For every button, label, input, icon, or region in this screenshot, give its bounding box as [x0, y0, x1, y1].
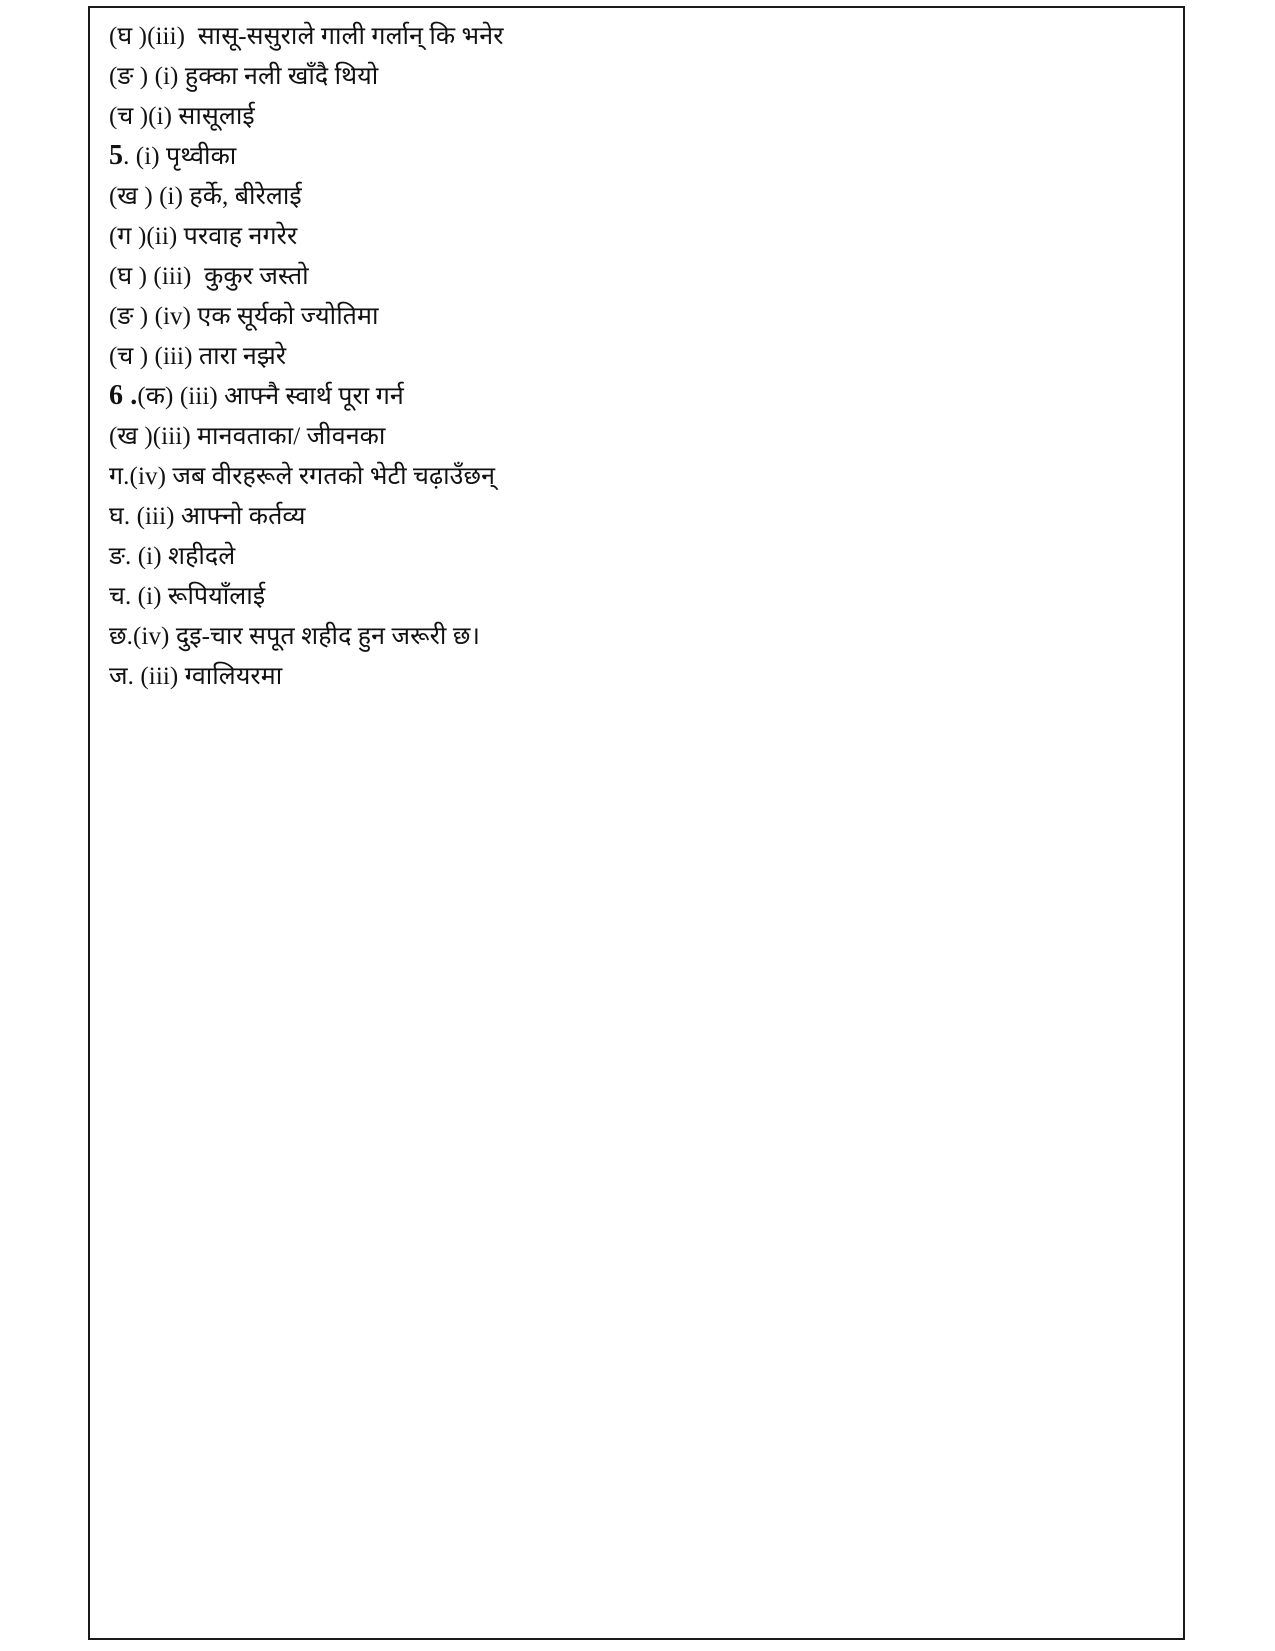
- answer-text: . (i) पृथ्वीका: [123, 143, 237, 170]
- answer-line: [109, 616, 504, 656]
- answer-line: [109, 256, 504, 296]
- answer-line: [109, 416, 504, 456]
- answer-text: घ. (iii) आफ्नो कर्तव्य: [109, 503, 306, 530]
- answer-line: [109, 656, 504, 696]
- answer-text: (ग )(ii) परवाह नगरेर: [109, 223, 298, 250]
- answer-text: (च ) (iii) तारा नझरे: [109, 343, 287, 370]
- answer-line: [109, 496, 504, 536]
- answer-text: ङ. (i) शहीदले: [109, 543, 236, 570]
- answer-text: छ.(iv) दुइ-चार सपूत शहीद हुन जरूरी छ।: [109, 623, 481, 650]
- question-number: 6 .: [109, 380, 138, 411]
- answer-text: (घ )(iii) सासू-ससुराले गाली गर्लान् कि भनेर: [109, 23, 504, 50]
- answer-line: [109, 216, 504, 256]
- answer-text: ज. (iii) ग्वालियरमा: [109, 663, 283, 690]
- answer-line: [109, 176, 504, 216]
- answer-line: [109, 336, 504, 376]
- answer-line: [109, 456, 504, 496]
- answer-text: (च )(i) सासूलाई: [109, 103, 255, 130]
- answer-list: [109, 16, 504, 696]
- answer-line: [109, 96, 504, 136]
- answer-text: च. (i) रूपियाँलाई: [109, 583, 266, 610]
- answer-text: (क) (iii) आफ्नै स्वार्थ पूरा गर्न: [137, 383, 404, 410]
- answer-line: [109, 136, 504, 176]
- answer-text: (ङ ) (iv) एक सूर्यको ज्योतिमा: [109, 303, 379, 330]
- answer-line: [109, 536, 504, 576]
- answer-line: [109, 576, 504, 616]
- answer-line: [109, 296, 504, 336]
- answer-text: ग.(iv) जब वीरहरूले रगतको भेटी चढ़ाउँछन्: [109, 463, 496, 490]
- answer-text: (ख ) (i) हर्के, बीरेलाई: [109, 183, 302, 210]
- answer-line: [109, 376, 504, 416]
- answer-line: [109, 56, 504, 96]
- answer-text: (ख )(iii) मानवताका/ जीवनका: [109, 423, 386, 450]
- question-number: 5: [109, 140, 124, 171]
- answer-text: (घ ) (iii) कुकुर जस्तो: [109, 263, 309, 290]
- answer-line: [109, 16, 504, 56]
- answer-text: (ङ ) (i) हुक्का नली खाँदै थियो: [109, 63, 379, 90]
